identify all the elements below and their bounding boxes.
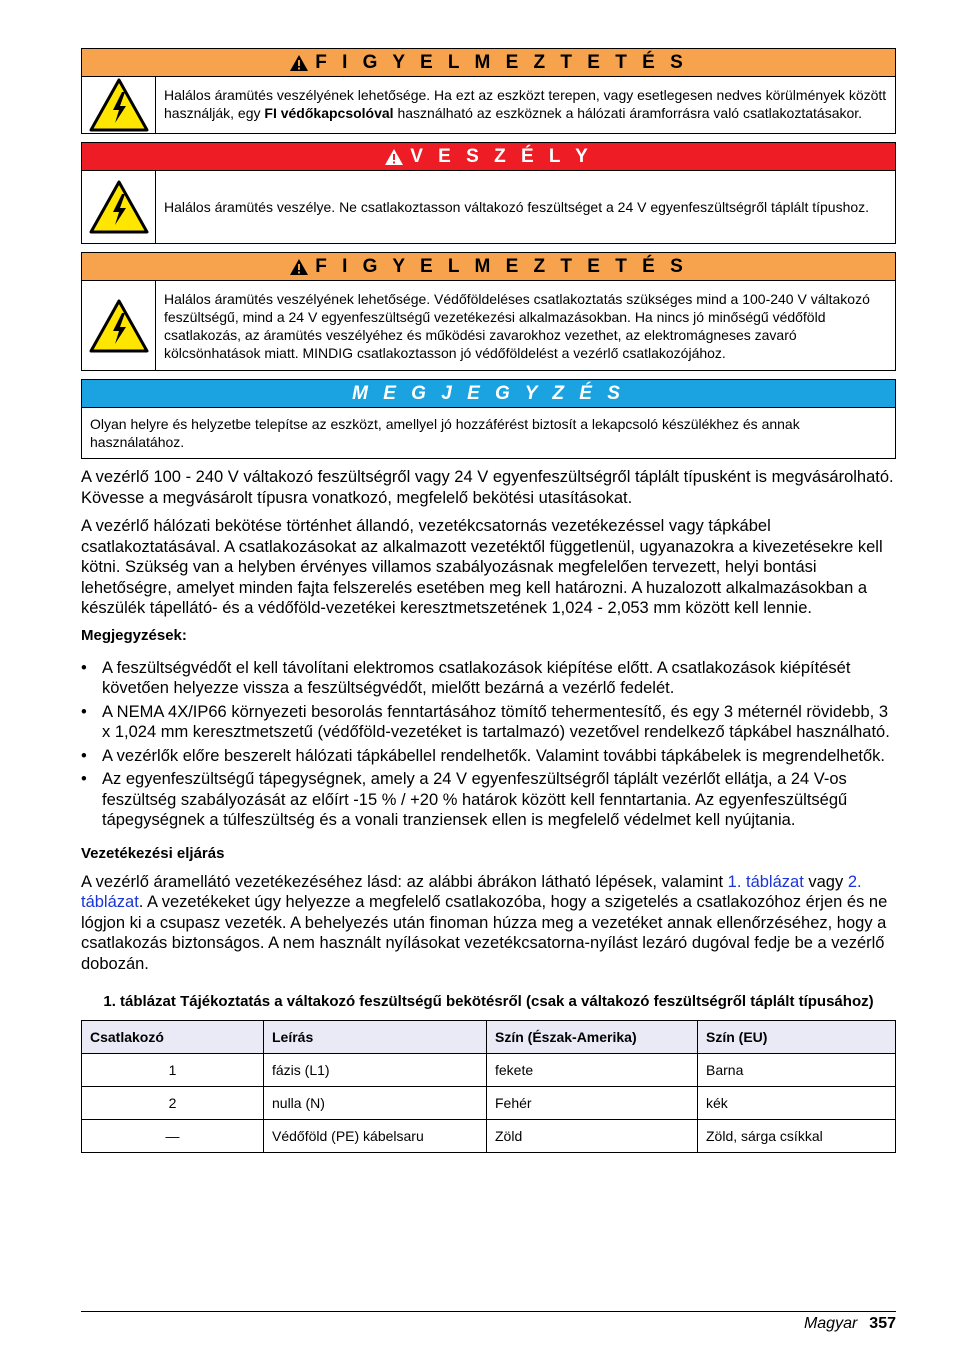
- alert-triangle-icon: [289, 54, 309, 72]
- electrical-hazard-icon: [82, 171, 156, 243]
- table-cell: Barna: [698, 1054, 896, 1087]
- warning-text: Halálos áramütés veszélyének lehetősége. Ha ezt az eszközt terepen, vagy esetlegesen nedves körülmények között használják, egy FI védőkapcsolóval használható az eszköznek a hálózati áramforrásra való csatlakoztatásakor.: [164, 87, 887, 121]
- column-header: Csatlakozó: [82, 1021, 264, 1054]
- page-content: [81, 48, 896, 1153]
- alert-triangle-icon: [289, 258, 309, 276]
- list-item: • Az egyenfeszültségű tápegységnek, amely a 24 V egyenfeszültségről táplált vezérlőt ellátja, a 24 V-os feszültség szabályozását az előírt -15 % / +20 % határok között kell fenntartania. Az egyenfeszültségű tápegységnek a túlfeszültség és a vonali tranziensek ellen is megfelelő védelmet kell nyújtania.: [81, 769, 896, 831]
- table-row: [82, 1054, 896, 1087]
- danger-title: V E S Z É L Y: [410, 145, 593, 167]
- page-footer: [81, 1311, 896, 1333]
- paragraph-wiring-procedure: A vezérlő áramellátó vezetékezéséhez lásd: az alábbi ábrákon látható lépések, valamint 1. táblázat vagy 2. táblázat. A vezetékeket úgy helyezze a megfelelő csatlakozóba, hogy a szigetelés a csatlakozóhoz érjen és ne lógjon ki a csupasz vezeték. A behelyezés után finoman húzza meg a vezetéket annak ellenőrzéséhez, hogy a csatlakozás biztonságos. A nem használt nyílásokat vezetékcsatorna-nyílást lezáró dugóval fedje be a vezérlő dobozán.: [81, 872, 888, 973]
- warning-header: [82, 49, 895, 77]
- note-header: [82, 380, 895, 408]
- page-number: 357: [869, 1315, 896, 1332]
- warning-title: F I G Y E L M E Z T E T É S: [315, 255, 688, 277]
- table-cell: Fehér: [487, 1087, 698, 1120]
- paragraph-mains-wiring: A vezérlő hálózati bekötése történhet állandó, vezetékcsatornás vezetékezéssel vagy tápkábel csatlakoztatásával. A csatlakozásokat az alkalmazott vezetéktől függetlenül, ugyanazokra a kivezetésekre kell kötni. Szükség van a helyben érvényes villamos szabályozásnak megfelelően tervezett, helyi bontási lehetőségre, amelyet minden fajta felszerelés esetében meg kell határozni. A huzalozott alkalmazásokban a készülék tápellátó- és a védőföld-vezetékei keresztmetszetének 1,024 - 2,053 mm között kell lennie.: [81, 517, 883, 617]
- table-cell: fekete: [487, 1054, 698, 1087]
- table-cell: 1: [82, 1054, 264, 1087]
- warning-box-1: [81, 48, 896, 134]
- section-heading: Vezetékezési eljárás: [81, 844, 225, 862]
- table-cell: fázis (L1): [264, 1054, 487, 1087]
- list-item: • A feszültségvédőt el kell távolítani elektromos csatlakozások kiépítése előtt. A csatlakozások kiépítését követően helyezze vissza a feszültségvédőt, mielőtt bezárná a vezérlő fedelét.: [81, 658, 896, 699]
- table-caption: 1. táblázat Tájékoztatás a váltakozó feszültségű bekötésről (csak a váltakozó feszültségről táplált típusához): [103, 993, 874, 1010]
- table-cell: nulla (N): [264, 1087, 487, 1120]
- note-title: M E G J E G Y Z É S: [352, 382, 625, 404]
- danger-text: Halálos áramütés veszélye. Ne csatlakoztasson váltakozó feszültséget a 24 V egyenfeszültségről táplált típushoz.: [164, 199, 870, 215]
- table-1-link[interactable]: 1. táblázat: [727, 872, 804, 891]
- table-header-row: [82, 1021, 896, 1054]
- notes-list: [81, 658, 896, 831]
- ac-wiring-table: [81, 1020, 896, 1153]
- table-cell: kék: [698, 1087, 896, 1120]
- list-item: • A vezérlők előre beszerelt hálózati tápkábellel rendelhetők. Valamint további tápkábelek is megrendelhetők.: [81, 746, 896, 767]
- electrical-hazard-icon: [82, 281, 156, 370]
- table-2-link[interactable]: 2. táblázat: [81, 872, 862, 911]
- warning-title: F I G Y E L M E Z T E T É S: [315, 51, 688, 73]
- danger-box: [81, 142, 896, 244]
- note-text: Olyan helyre és helyzetbe telepítse az eszközt, amellyel jó hozzáférést biztosít a lekapcsoló készülékhez és annak használatához.: [90, 416, 800, 450]
- warning-text: Halálos áramütés veszélyének lehetősége. Védőföldeléses csatlakoztatás szükséges mind a 100-240 V váltakozó feszültségű, mind a 24 V egyenfeszültségű vezetékezési alkalmazásokban. Ha nincs jó minőségű védőföld csatlakozás, az áramütés veszélyéhez és működési zavarokhoz vezethet, az elektromágneses zavaró kölcsönhatások miatt. MINDIG csatlakoztasson jó védőföldelést a vezérlő csatlakozójához.: [164, 291, 870, 361]
- note-box: [81, 379, 896, 459]
- table-row: [82, 1087, 896, 1120]
- table-cell: Zöld, sárga csíkkal: [698, 1120, 896, 1153]
- column-header: Leírás: [264, 1021, 487, 1054]
- electrical-hazard-icon: [82, 77, 156, 133]
- table-cell: Védőföld (PE) kábelsaru: [264, 1120, 487, 1153]
- warning-header: [82, 253, 895, 281]
- danger-header: [82, 143, 895, 171]
- notes-heading: Megjegyzések:: [81, 626, 187, 644]
- column-header: Szín (Észak-Amerika): [487, 1021, 698, 1054]
- list-item: • A NEMA 4X/IP66 környezeti besorolás fenntartásához tömítő tehermentesítő, és egy 3 méternél rövidebb, 3 x 1,024 mm keresztmetszetű (védőföld-vezetéket is tartalmazó) vezetővel rendelkező tápkábel használható.: [81, 702, 896, 743]
- column-header: Szín (EU): [698, 1021, 896, 1054]
- table-row: [82, 1120, 896, 1153]
- table-cell: Zöld: [487, 1120, 698, 1153]
- table-cell: —: [82, 1120, 264, 1153]
- table-cell: 2: [82, 1087, 264, 1120]
- alert-triangle-icon: [384, 148, 404, 166]
- footer-language: Magyar: [803, 1315, 858, 1332]
- warning-box-2: [81, 252, 896, 371]
- paragraph-power-options: A vezérlő 100 - 240 V váltakozó feszültségről vagy 24 V egyenfeszültségről táplált típusként is megvásárolható. Kövesse a megvásárolt típusra vonatkozó, megfelelő bekötési utasításokat.: [81, 468, 894, 507]
